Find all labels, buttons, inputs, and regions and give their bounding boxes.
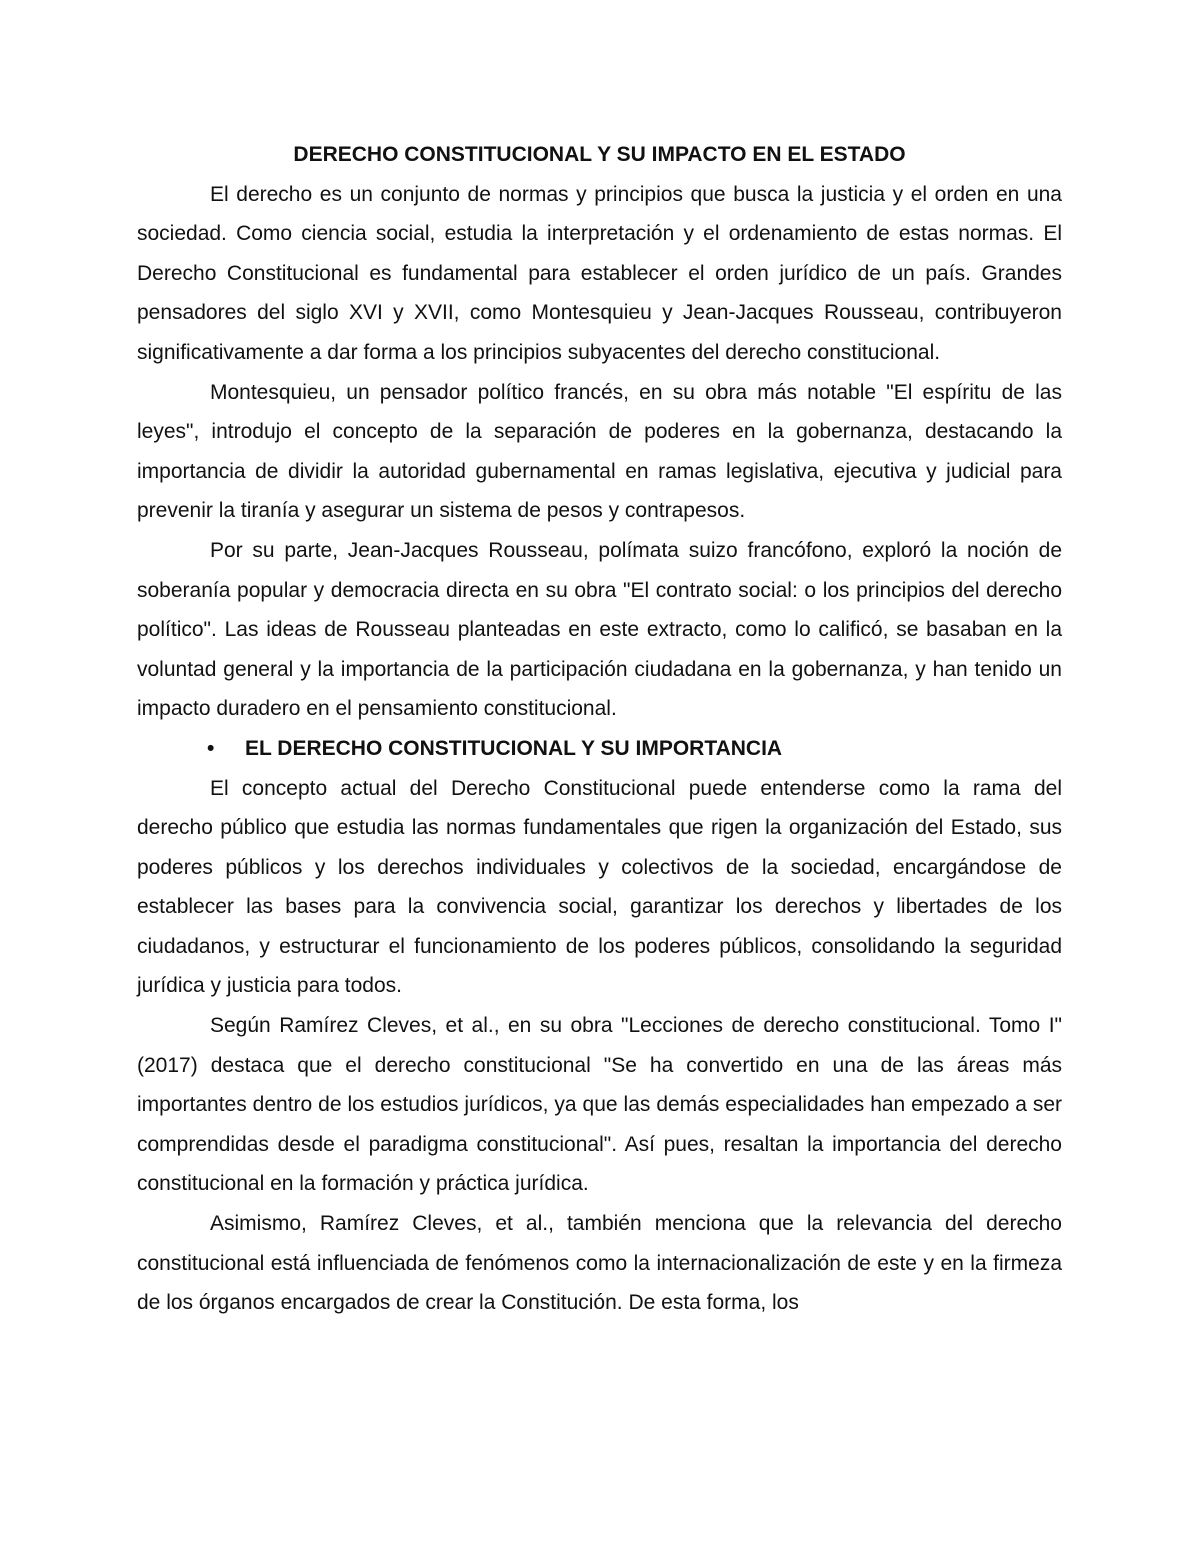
section-heading-text: EL DERECHO CONSTITUCIONAL Y SU IMPORTANCIA [245, 736, 783, 760]
paragraph-rousseau: Por su parte, Jean-Jacques Rousseau, polímata suizo francófono, exploró la noción de soberanía popular y democracia directa en su obra "El contrato social: o los principios del derecho político". Las ideas de Rousseau planteadas en este extracto, como lo calificó, se basaban en la voluntad general y la importancia de la participación ciudadana en la gobernanza, y han tenido un impacto duradero en el pensamiento constitucional. [137, 538, 1062, 721]
document-title: DERECHO CONSTITUCIONAL Y SU IMPACTO EN EL ESTADO [293, 143, 906, 166]
section-heading [137, 729, 1062, 769]
document-body [137, 135, 1062, 1323]
bullet-icon: • [207, 736, 215, 760]
paragraph-intro-1: El derecho es un conjunto de normas y principios que busca la justicia y el orden en una sociedad. Como ciencia social, estudia la interpretación y el ordenamiento de estas normas. El Derecho Constitucional es fundamental para establecer el orden jurídico de un país. Grandes pensadores del siglo XVI y XVII, como Montesquieu y Jean-Jacques Rousseau, contribuyeron significativamente a dar forma a los principios subyacentes del derecho constitucional. [137, 182, 1062, 364]
paragraph-ramirez-relevance: Asimismo, Ramírez Cleves, et al., también menciona que la relevancia del derecho constitucional está influenciada de fenómenos como la internacionalización de este y en la firmeza de los órganos encargados de crear la Constitución. De esta forma, los [137, 1212, 1062, 1315]
paragraph-concept: El concepto actual del Derecho Constitucional puede entenderse como la rama del derecho público que estudia las normas fundamentales que rigen la organización del Estado, sus poderes públicos y los derechos individuales y colectivos de la sociedad, encargándose de establecer las bases para la convivencia social, garantizar los derechos y libertades de los ciudadanos, y estructurar el funcionamiento de los poderes públicos, consolidando la seguridad jurídica y justicia para todos. [137, 776, 1062, 998]
paragraph-montesquieu: Montesquieu, un pensador político francés, en su obra más notable "El espíritu de las leyes", introdujo el concepto de la separación de poderes en la gobernanza, destacando la importancia de dividir la autoridad gubernamental en ramas legislativa, ejecutiva y judicial para prevenir la tiranía y asegurar un sistema de pesos y contrapesos. [137, 380, 1062, 523]
paragraph-ramirez-quote: Según Ramírez Cleves, et al., en su obra "Lecciones de derecho constitucional. Tomo I" (2017) destaca que el derecho constitucional "Se ha convertido en una de las áreas más importantes dentro de los estudios jurídicos, ya que las demás especialidades han empezado a ser comprendidas desde el paradigma constitucional". Así pues, resaltan la importancia del derecho constitucional en la formación y práctica jurídica. [137, 1014, 1062, 1196]
